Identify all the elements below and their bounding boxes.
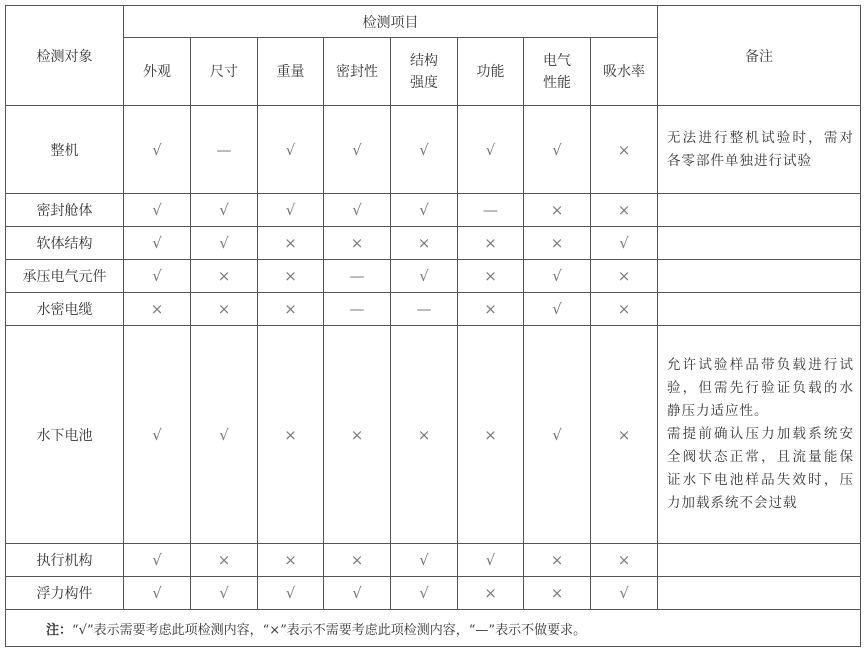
header-item: 吸水率 — [591, 38, 658, 106]
mark-cell: √ — [191, 577, 258, 610]
mark-cell: √ — [591, 577, 658, 610]
row-remark — [658, 260, 861, 293]
header-item: 重量 — [258, 38, 324, 106]
mark-cell: × — [458, 293, 524, 326]
mark-cell: × — [258, 293, 324, 326]
mark-cell: √ — [524, 293, 591, 326]
mark-cell: √ — [191, 194, 258, 227]
table-row — [6, 544, 861, 577]
mark-cell: × — [524, 577, 591, 610]
mark-cell: √ — [124, 106, 191, 194]
mark-cell: √ — [191, 227, 258, 260]
header-remark: 备注 — [658, 6, 861, 106]
mark-cell: — — [391, 293, 458, 326]
mark-cell: × — [124, 293, 191, 326]
mark-cell: √ — [591, 227, 658, 260]
mark-cell: × — [458, 326, 524, 544]
row-object: 执行机构 — [6, 544, 124, 577]
row-remark: 无法进行整机试验时，需对各零部件单独进行试验 — [658, 106, 861, 194]
mark-cell: × — [258, 544, 324, 577]
mark-cell: — — [324, 293, 391, 326]
mark-cell: × — [191, 544, 258, 577]
table-row — [6, 577, 861, 610]
mark-cell: √ — [324, 106, 391, 194]
mark-cell: √ — [391, 577, 458, 610]
mark-cell: × — [191, 260, 258, 293]
mark-cell: √ — [324, 577, 391, 610]
table-row — [6, 326, 861, 544]
mark-cell: × — [591, 106, 658, 194]
mark-cell: — — [191, 106, 258, 194]
mark-cell: × — [591, 544, 658, 577]
mark-cell: × — [258, 326, 324, 544]
mark-cell: √ — [258, 577, 324, 610]
mark-cell: √ — [391, 194, 458, 227]
mark-cell: √ — [391, 544, 458, 577]
mark-cell: × — [258, 260, 324, 293]
table-row — [6, 106, 861, 194]
mark-cell: × — [591, 293, 658, 326]
row-remark — [658, 293, 861, 326]
mark-cell: × — [524, 227, 591, 260]
row-object: 整机 — [6, 106, 124, 194]
mark-cell: √ — [258, 194, 324, 227]
mark-cell: × — [458, 260, 524, 293]
header-object: 检测对象 — [6, 6, 124, 106]
footnote — [6, 610, 861, 647]
mark-cell: √ — [524, 260, 591, 293]
mark-cell: √ — [458, 544, 524, 577]
mark-cell: √ — [524, 326, 591, 544]
mark-cell: × — [191, 293, 258, 326]
mark-cell: √ — [458, 106, 524, 194]
header-item: 密封性 — [324, 38, 391, 106]
row-remark — [658, 544, 861, 577]
mark-cell: √ — [391, 106, 458, 194]
footnote-label: 注： — [46, 622, 73, 638]
mark-cell: √ — [191, 326, 258, 544]
mark-cell: × — [524, 544, 591, 577]
mark-cell: × — [324, 326, 391, 544]
table-row — [6, 293, 861, 326]
row-object: 水下电池 — [6, 326, 124, 544]
row-remark: 允许试验样品带负载进行试验，但需先行验证负载的水静压力适应性。 需提前确认压力加载系统安全阀状态正常，且流量能保证水下电池样品失效时，压力加载系统不会过载 — [658, 326, 861, 544]
mark-cell: — — [458, 194, 524, 227]
header-item: 外观 — [124, 38, 191, 106]
mark-cell: √ — [258, 106, 324, 194]
row-object: 水密电缆 — [6, 293, 124, 326]
table-row — [6, 194, 861, 227]
table-row — [6, 260, 861, 293]
mark-cell: × — [324, 544, 391, 577]
mark-cell: √ — [324, 194, 391, 227]
row-object: 密封舱体 — [6, 194, 124, 227]
mark-cell: × — [258, 227, 324, 260]
table-row — [6, 227, 861, 260]
row-object: 浮力构件 — [6, 577, 124, 610]
row-object: 软体结构 — [6, 227, 124, 260]
mark-cell: √ — [124, 326, 191, 544]
mark-cell: √ — [124, 194, 191, 227]
header-item: 功能 — [458, 38, 524, 106]
mark-cell: × — [591, 326, 658, 544]
mark-cell: × — [324, 227, 391, 260]
mark-cell: — — [324, 260, 391, 293]
mark-cell: √ — [124, 544, 191, 577]
footnote-text: “√”表示需要考虑此项检测内容，“×”表示不需要考虑此项检测内容，“—”表示不做要求。 — [72, 622, 587, 638]
mark-cell: √ — [524, 106, 591, 194]
mark-cell: × — [591, 260, 658, 293]
mark-cell: × — [591, 194, 658, 227]
mark-cell: √ — [391, 260, 458, 293]
row-remark — [658, 194, 861, 227]
mark-cell: × — [458, 227, 524, 260]
row-remark — [658, 227, 861, 260]
mark-cell: × — [391, 227, 458, 260]
header-item: 结构 强度 — [391, 38, 458, 106]
row-object: 承压电气元件 — [6, 260, 124, 293]
mark-cell: × — [524, 194, 591, 227]
mark-cell: √ — [124, 260, 191, 293]
header-item: 尺寸 — [191, 38, 258, 106]
header-group: 检测项目 — [124, 6, 658, 38]
mark-cell: × — [458, 577, 524, 610]
mark-cell: √ — [124, 227, 191, 260]
row-remark — [658, 577, 861, 610]
inspection-table — [5, 5, 861, 647]
mark-cell: × — [391, 326, 458, 544]
mark-cell: √ — [124, 577, 191, 610]
header-item: 电气 性能 — [524, 38, 591, 106]
